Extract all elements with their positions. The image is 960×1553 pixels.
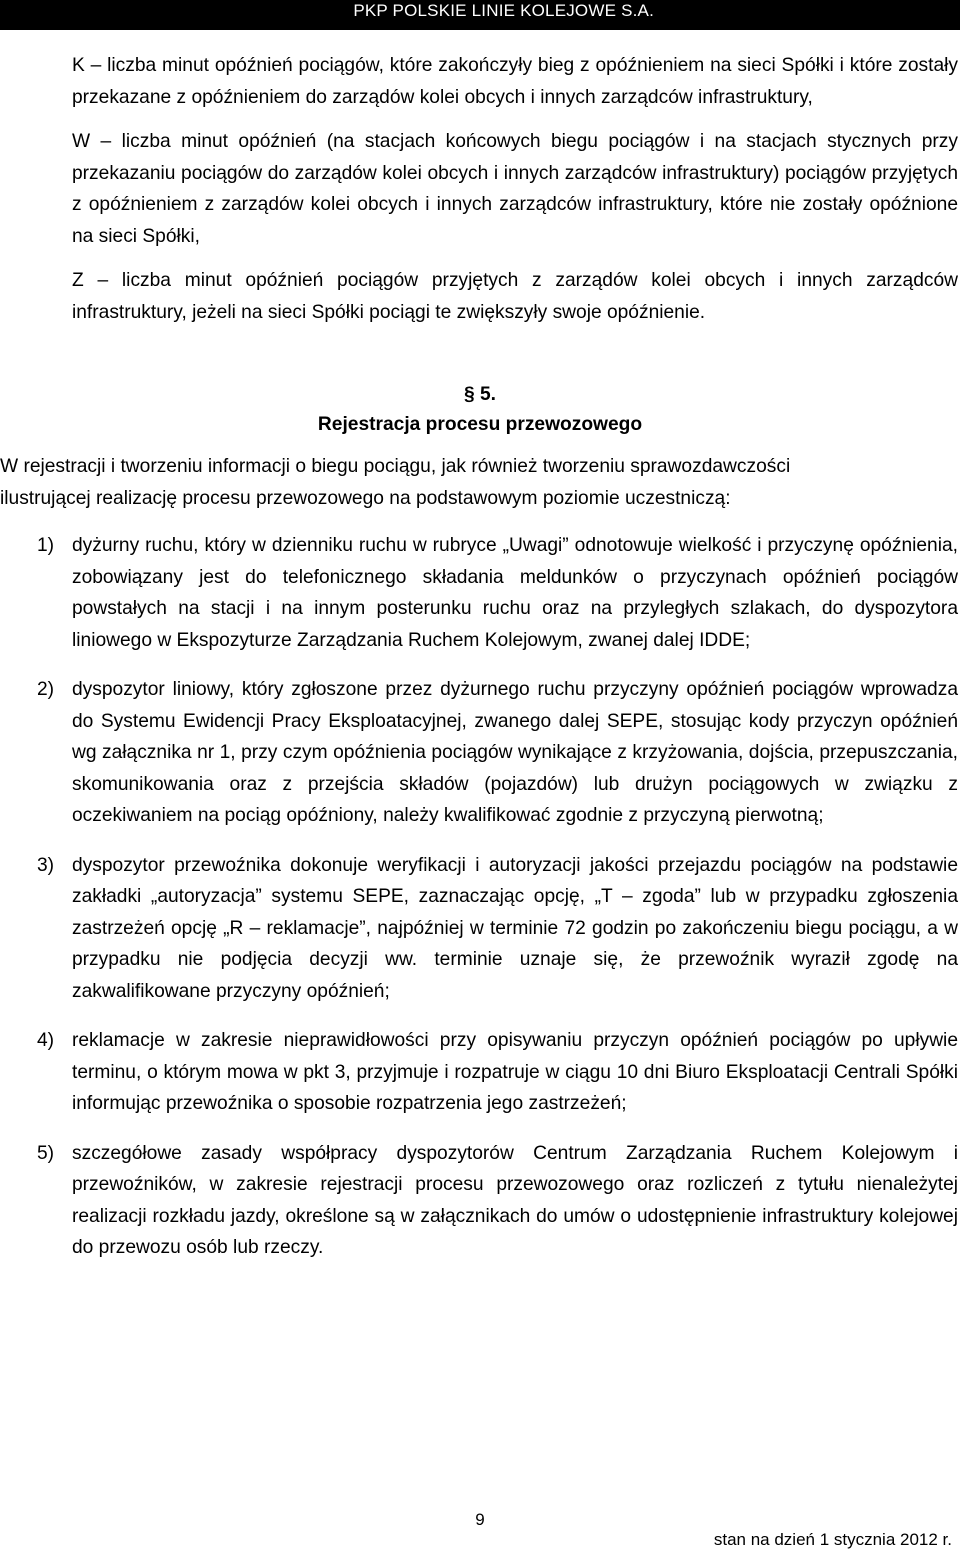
definition-k: K – liczba minut opóźnień pociągów, które zakończyły bieg z opóźnieniem na sieci Spółki i które zostały przekazane z opóźnieniem do zarządów kolei obcych i innych zarządców infrastruktury,	[72, 55, 958, 108]
definition-z: Z – liczba minut opóźnień pociągów przyjętych z zarządów kolei obcych i innych zarządców infrastruktury, jeżeli na sieci Spółki pociągi te zwiększyły swoje opóźnienie.	[72, 270, 958, 323]
list-item-text: reklamacje w zakresie nieprawidłowości przy opisywaniu przyczyn opóźnień pociągów po upływie terminu, o którym mowa w pkt 3, przyjmuje i rozpatruje w ciągu 10 dni Biuro Eksploatacji Centrali Spółki informując przewoźnika o sposobie rozpatrzenia jego zastrzeżeń;	[72, 1030, 958, 1114]
list-item-text: szczegółowe zasady współpracy dyspozytorów Centrum Zarządzania Ruchem Kolejowym i przewoźników, w zakresie rejestracji procesu przewozowego oraz rozliczeń z tytułu nienależytej realizacji rozkładu jazdy, określone są w załącznikach do umów o udostępnienie infrastruktury kolejowej do przewozu osób lub rzeczy.	[72, 1142, 958, 1258]
list-item-number: 3)	[37, 854, 55, 876]
definitions-block	[72, 50, 958, 341]
list-item-text: dyżurny ruchu, który w dzienniku ruchu w rubryce „Uwagi” odnotowuje wielkość i przyczynę opóźnienia, zobowiązany jest do telefonicznego składania meldunków o przyczynach opóźnień pociągów powstałych na stacji i na innym posterunku ruchu oraz na przyległych szlakach, do dyspozytora liniowego w Ekspozyturze Zarządzania Ruchem Kolejowym, zwanej dalej IDDE;	[72, 535, 958, 651]
list-item	[0, 530, 958, 656]
footer-date: stan na dzień 1 stycznia 2012 r.	[713, 1530, 952, 1549]
section-number: § 5.	[463, 384, 496, 405]
list-item	[0, 1138, 958, 1264]
list-item-number: 4)	[37, 1030, 55, 1051]
intro-paragraph	[0, 451, 958, 514]
intro-line-2: ilustrującej realizację procesu przewozowego na podstawowym poziomie uczestniczą:	[0, 487, 731, 509]
list-item	[0, 1025, 958, 1120]
list-item-text: dyspozytor przewoźnika dokonuje weryfikacji i autoryzacji jakości przejazdu pociągów na podstawie zakładki „autoryzacja” systemu SEPE, zaznaczając opcję, „T – zgoda” lub w przypadku zgłoszenia zastrzeżeń opcję „R – reklamacje”, najpóźniej w terminie 72 godzin po zakończeniu biegu pociągu, a w przypadku nie podjęcia decyzji ww. terminie uznaje się, że przewoźnik wyraził zgodę na zakwalifikowane przyczyny opóźnień;	[72, 854, 958, 1002]
page-number: 9	[475, 1510, 485, 1529]
list-item-number: 1)	[37, 535, 55, 556]
section-title: Rejestracja procesu przewozowego	[317, 414, 643, 435]
header-title: PKP POLSKIE LINIE KOLEJOWE S.A.	[353, 1, 654, 20]
list-item	[0, 850, 958, 1008]
list-item-text: dyspozytor liniowy, który zgłoszone przez dyżurnego ruchu przyczyny opóźnień pociągów wprowadza do Systemu Ewidencji Pracy Eksploatacyjnej, zwanego dalej SEPE, stosując kody przyczyn opóźnień wg załącznika nr 1, przy czym opóźnienia pociągów wynikające z krzyżowania, dojścia, przepuszczania, skomunikowania oraz z przejścia składów (pojazdów) lub drużyn pociągowych w związku z oczekiwaniem na pociąg opóźniony, należy kwalifikować zgodnie z przyczyną pierwotną;	[72, 679, 958, 826]
list-item-number: 5)	[37, 1142, 55, 1164]
definition-w: W – liczba minut opóźnień (na stacjach końcowych biegu pociągów i na stacjach stycznych przy przekazaniu pociągów do zarządów kolei obcych i innych zarządców infrastruktury) pociągów przyjętych z opóźnieniem z zarządów kolei obcych i innych zarządców infrastruktury, które nie zostały opóźnione na sieci Spółki,	[72, 131, 958, 247]
list-item-number: 2)	[37, 679, 55, 700]
page-header	[0, 0, 960, 30]
participants-list	[0, 530, 958, 1282]
intro-line-1: W rejestracji i tworzeniu informacji o biegu pociągu, jak również tworzeniu sprawozdawczości	[0, 456, 791, 477]
list-item	[0, 674, 958, 832]
